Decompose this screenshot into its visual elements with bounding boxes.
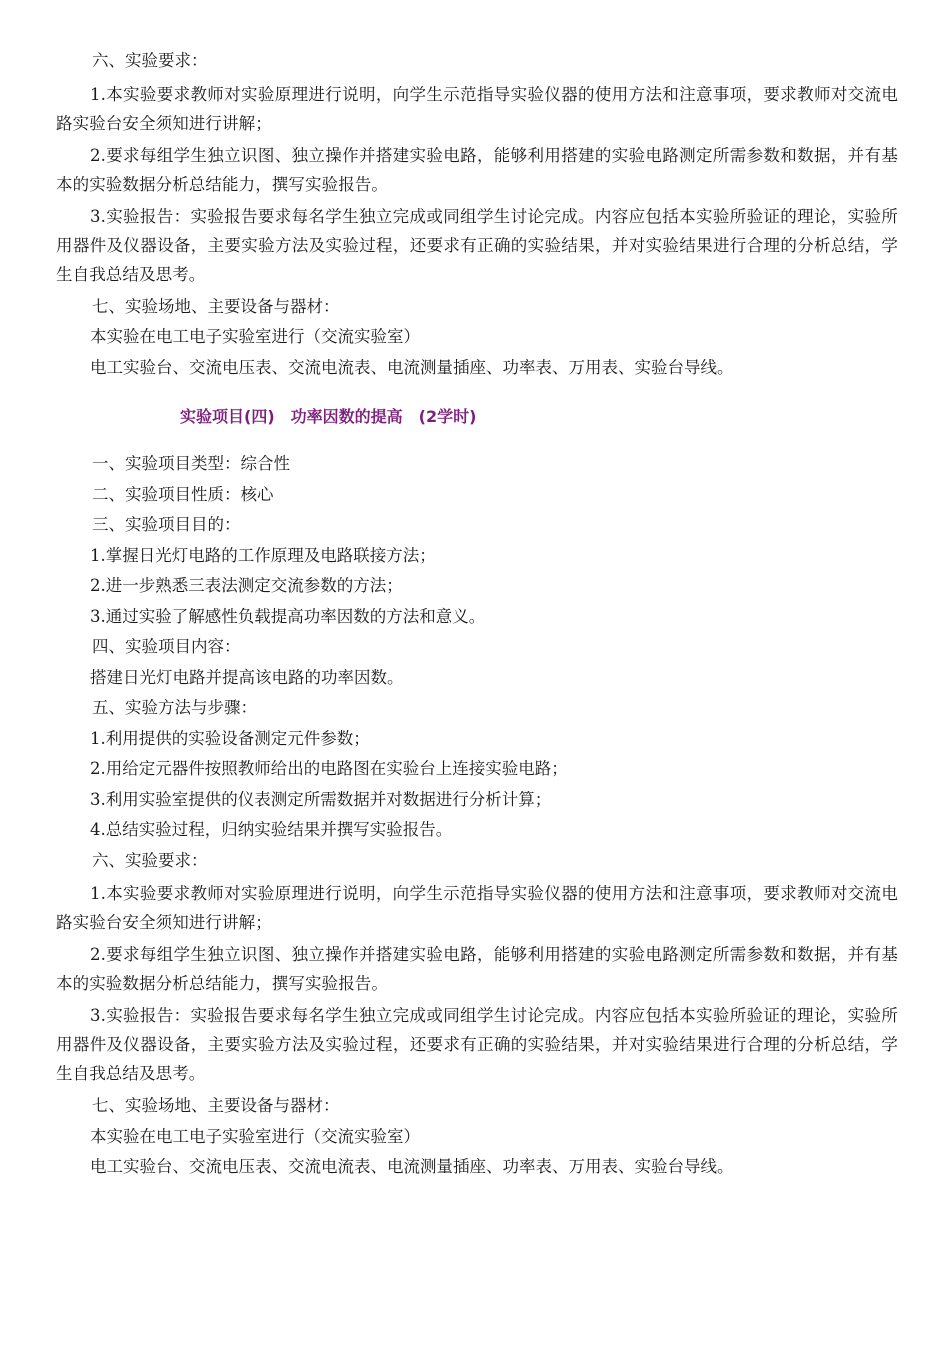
document-page bbox=[56, 46, 898, 1183]
site-location: 本实验在电工电子实验室进行（交流实验室） bbox=[90, 327, 420, 346]
content-text: 搭建日光灯电路并提高该电路的功率因数。 bbox=[90, 667, 404, 687]
requirements-heading-2: 六、实验要求： bbox=[92, 850, 208, 870]
site-location-2: 本实验在电工电子实验室进行（交流实验室） bbox=[90, 1126, 420, 1146]
goal-3: 3.通过实验了解感性负载提高功率因数的方法和意义。 bbox=[90, 606, 486, 626]
requirement-2-1: 1.本实验要求教师对实验原理进行说明，向学生示范指导实验仪器的使用方法和注意事项，要求教师对交流电路实验台安全须知进行讲解； bbox=[56, 884, 898, 932]
method-1: 1.利用提供的实验设备测定元件参数； bbox=[90, 728, 370, 748]
site-heading: 七、实验场地、主要设备与器材： bbox=[92, 296, 340, 316]
method-4: 4.总结实验过程，归纳实验结果并撰写实验报告。 bbox=[90, 820, 453, 839]
goal-2: 2.进一步熟悉三表法测定交流参数的方法； bbox=[90, 576, 403, 595]
requirement-3: 3.实验报告：实验报告要求每名学生独立完成或同组学生讨论完成。内容应包括本实验所验证的理论，实验所用器件及仪器设备，主要实验方法及实验过程，还要求有正确的实验结果，并对实验结果进行合理的分析总结，学生自我总结及思考。 bbox=[56, 206, 898, 284]
method-heading: 五、实验方法与步骤： bbox=[92, 698, 257, 717]
project-type: 一、实验项目类型：综合性 bbox=[92, 454, 290, 473]
goal-1: 1.掌握日光灯电路的工作原理及电路联接方法； bbox=[90, 545, 436, 565]
project-nature: 二、实验项目性质：核心 bbox=[92, 484, 274, 504]
project-title: 实验项目(四) 功率因数的提高 (2学时) bbox=[180, 407, 477, 426]
method-2: 2.用给定元器件按照教师给出的电路图在实验台上连接实验电路； bbox=[90, 759, 568, 778]
goal-heading: 三、实验项目目的： bbox=[92, 515, 241, 534]
site-equipment-2: 电工实验台、交流电压表、交流电流表、电流测量插座、功率表、万用表、实验台导线。 bbox=[90, 1157, 734, 1176]
method-3: 3.利用实验室提供的仪表测定所需数据并对数据进行分析计算； bbox=[90, 789, 552, 809]
site-equipment: 电工实验台、交流电压表、交流电流表、电流测量插座、功率表、万用表、实验台导线。 bbox=[90, 357, 734, 377]
requirements-heading: 六、实验要求： bbox=[92, 51, 208, 70]
requirement-1: 1.本实验要求教师对实验原理进行说明，向学生示范指导实验仪器的使用方法和注意事项，要求教师对交流电路实验台安全须知进行讲解； bbox=[56, 84, 898, 133]
requirement-2: 2.要求每组学生独立识图、独立操作并搭建实验电路，能够利用搭建的实验电路测定所需参数和数据，并有基本的实验数据分析总结能力，撰写实验报告。 bbox=[56, 145, 898, 194]
requirement-2-3: 3.实验报告：实验报告要求每名学生独立完成或同组学生讨论完成。内容应包括本实验所验证的理论，实验所用器件及仪器设备，主要实验方法及实验过程，还要求有正确的实验结果，并对实验结果进行合理的分析总结，学生自我总结及思考。 bbox=[56, 1006, 898, 1083]
requirement-2-2: 2.要求每组学生独立识图、独立操作并搭建实验电路，能够利用搭建的实验电路测定所需参数和数据，并有基本的实验数据分析总结能力，撰写实验报告。 bbox=[56, 945, 898, 993]
site-heading-2: 七、实验场地、主要设备与器材： bbox=[92, 1096, 340, 1115]
content-heading: 四、实验项目内容： bbox=[92, 637, 241, 656]
